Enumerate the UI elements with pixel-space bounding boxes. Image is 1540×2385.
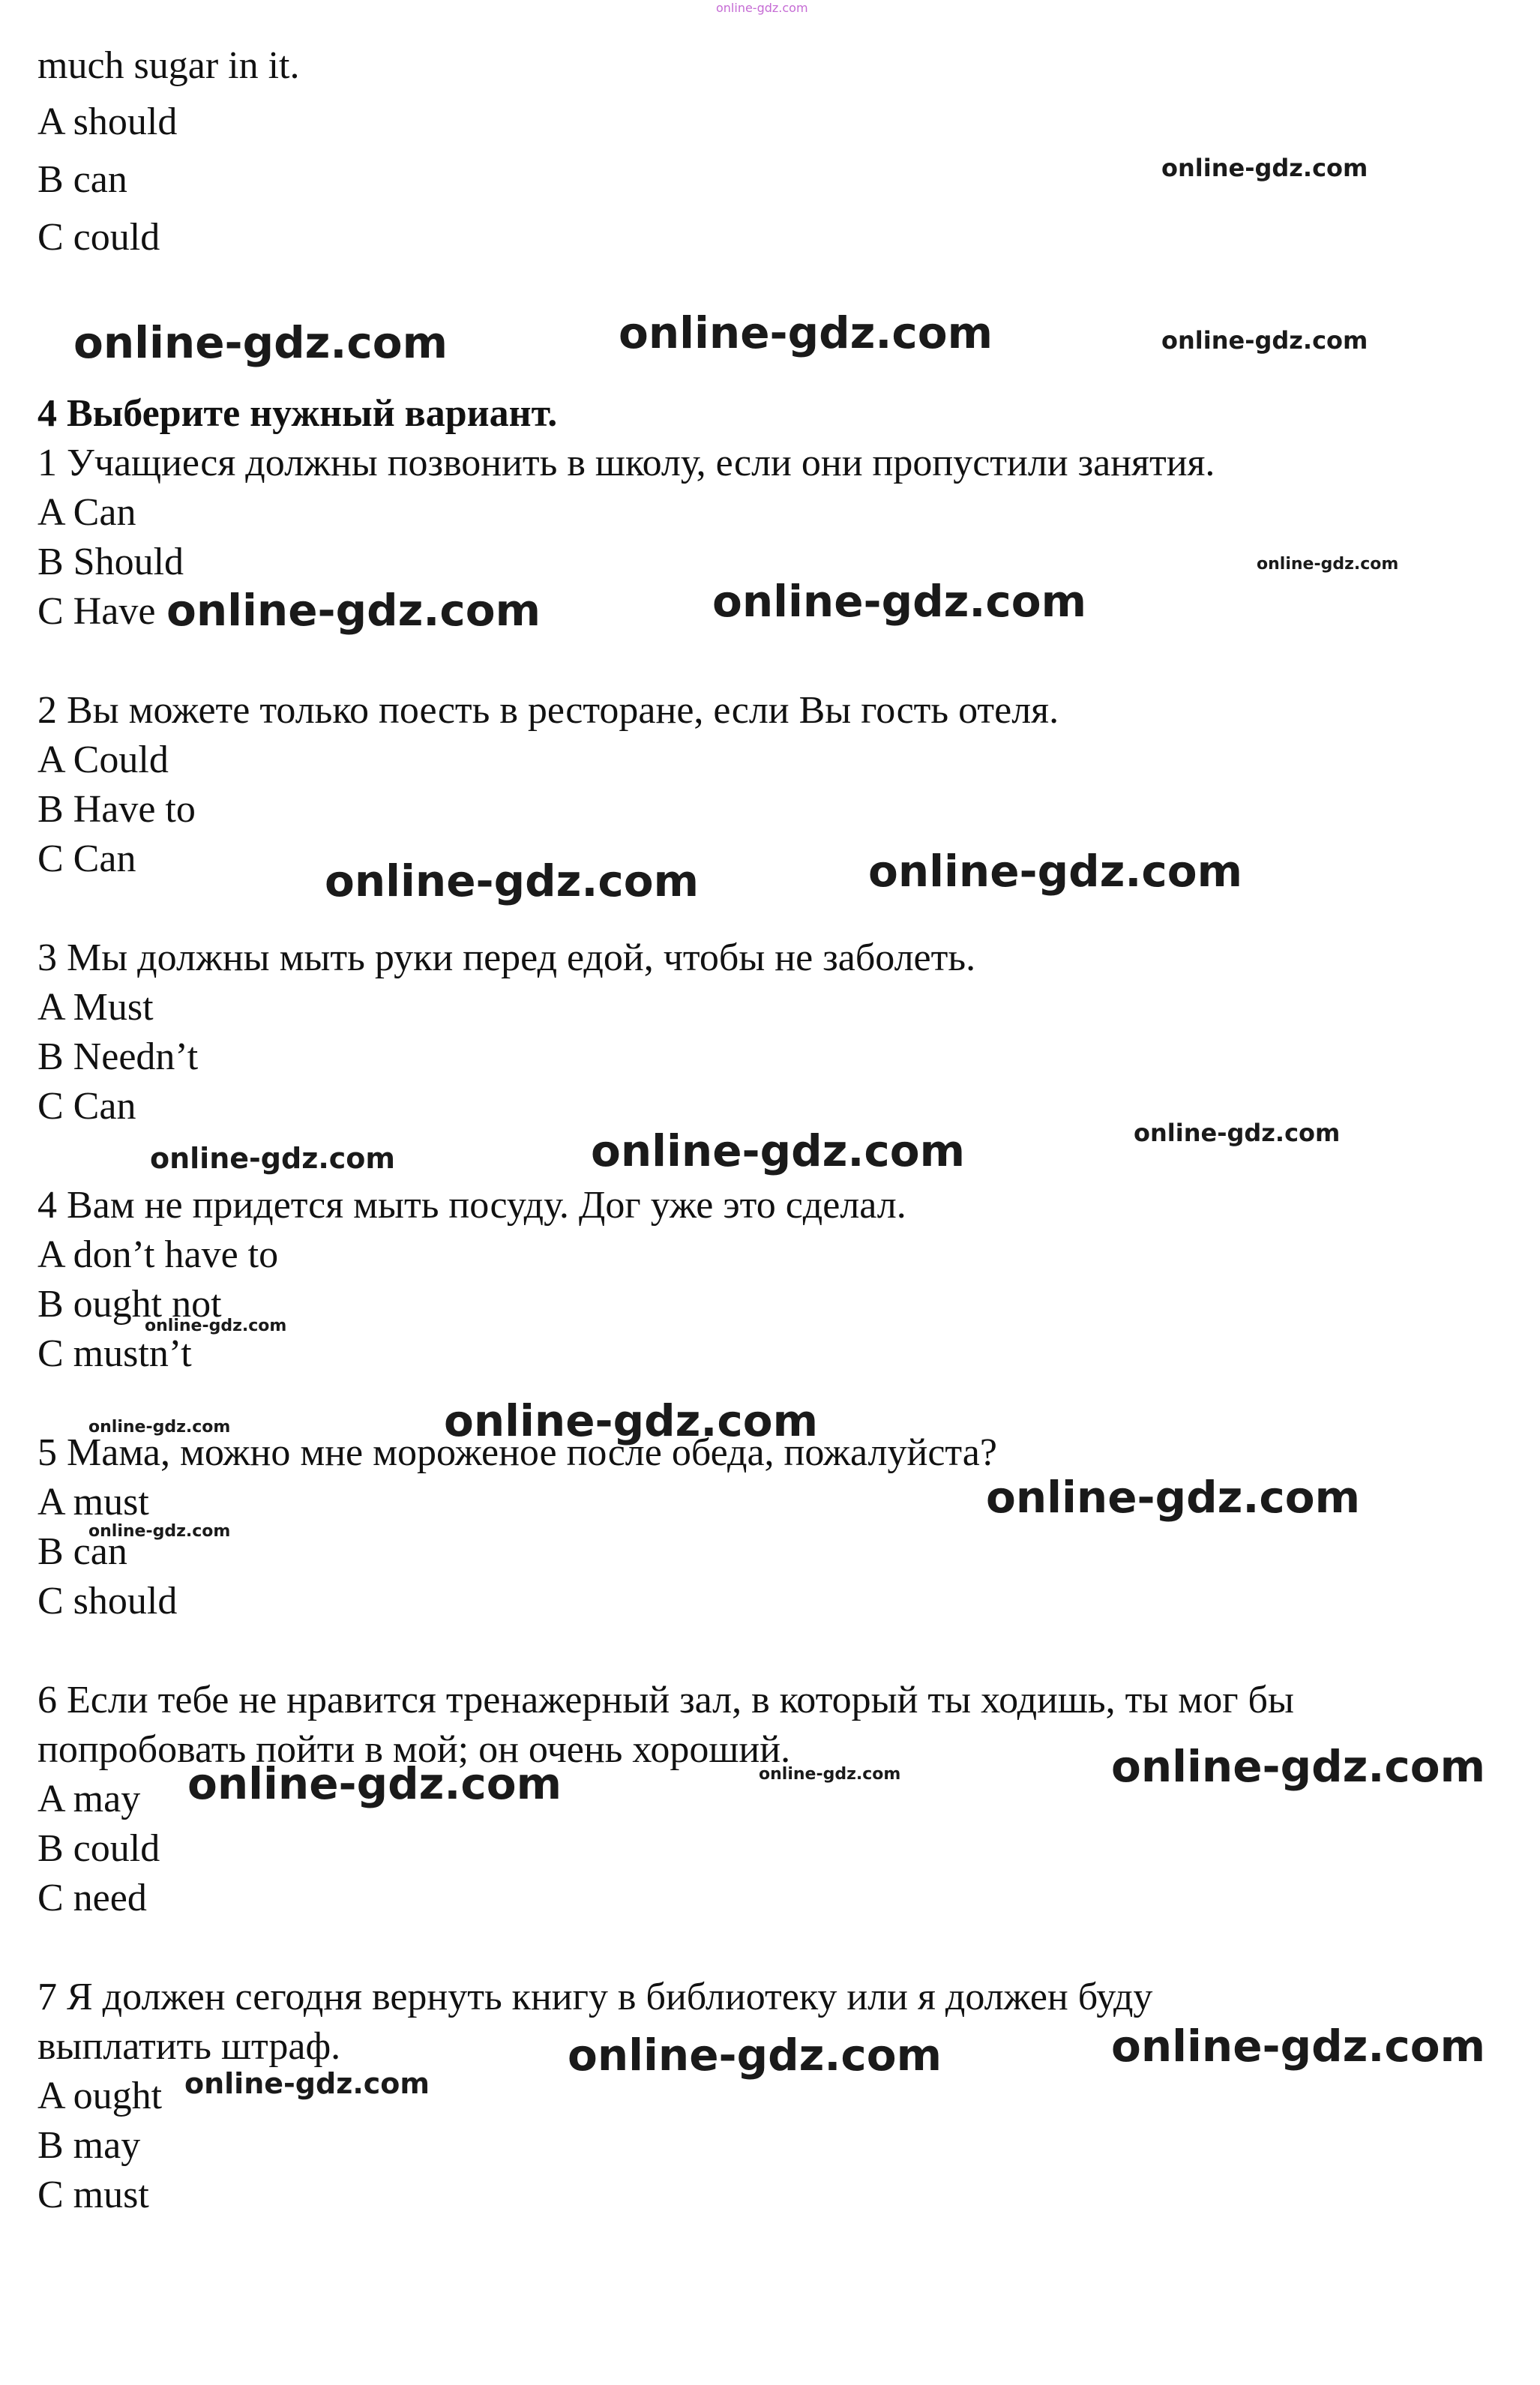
watermark: online-gdz.com [444, 1395, 819, 1446]
watermark: online-gdz.com [619, 307, 993, 358]
watermark: online-gdz.com [759, 1765, 901, 1784]
watermark-top: online-gdz.com [716, 1, 808, 15]
watermark: online-gdz.com [73, 317, 448, 368]
watermark: online-gdz.com [145, 1317, 287, 1335]
watermark: online-gdz.com [166, 585, 541, 636]
question-3-option-a: A Must [37, 986, 154, 1029]
watermark: online-gdz.com [1257, 555, 1399, 574]
question-1-option-a: A Can [37, 491, 136, 534]
question-1-option-b: B Should [37, 541, 184, 583]
question-7-option-b: B may [37, 2124, 141, 2167]
question-3-option-b: B Needn’t [37, 1035, 199, 1078]
watermark: online-gdz.com [986, 1472, 1361, 1523]
question-2-option-a: A Could [37, 739, 169, 781]
watermark: online-gdz.com [1111, 2021, 1486, 2072]
watermark: online-gdz.com [1161, 326, 1368, 355]
watermark: online-gdz.com [184, 2067, 430, 2100]
question-1-text: 1 Учащиеся должны позвонить в школу, если они пропустили занятия. [37, 442, 1215, 484]
question-2-option-c: C Can [37, 837, 136, 880]
question-6-text-line-2: попробовать пойти в мой; он очень хороший. [37, 1728, 791, 1771]
intro-option-b: B can [37, 158, 127, 201]
watermark: online-gdz.com [568, 2030, 942, 2081]
question-6-option-a: A may [37, 1778, 141, 1820]
question-5-option-c: C should [37, 1580, 178, 1622]
question-6-text-line-1: 6 Если тебе не нравится тренажерный зал, в который ты ходишь, ты мог бы [37, 1679, 1294, 1721]
watermark: online-gdz.com [712, 576, 1087, 627]
question-3-option-c: C Can [37, 1085, 136, 1128]
watermark: online-gdz.com [868, 846, 1243, 897]
watermark: online-gdz.com [325, 855, 700, 906]
question-5-option-a: A must [37, 1481, 149, 1524]
question-5-option-b: B can [37, 1530, 127, 1573]
question-6-option-c: C need [37, 1877, 147, 1919]
watermark: online-gdz.com [88, 1522, 231, 1541]
watermark: online-gdz.com [187, 1758, 562, 1809]
intro-sentence-tail: much sugar in it. [37, 44, 300, 87]
watermark: online-gdz.com [1134, 1119, 1341, 1147]
question-3-text: 3 Мы должны мыть руки перед едой, чтобы не заболеть. [37, 936, 976, 979]
question-7-option-c: C must [37, 2174, 149, 2216]
question-2-text: 2 Вы можете только поесть в ресторане, если Вы гость отеля. [37, 689, 1059, 732]
watermark: online-gdz.com [1161, 154, 1368, 182]
question-4-text: 4 Вам не придется мыть посуду. Дог уже это сделал. [37, 1184, 906, 1227]
watermark: online-gdz.com [88, 1418, 231, 1437]
question-1-option-c: C Have [37, 590, 156, 633]
question-5-text: 5 Мама, можно мне мороженое после обеда, пожалуйста? [37, 1431, 997, 1474]
task-heading: 4 Выберите нужный вариант. [37, 392, 558, 435]
question-7-text-line-2: выплатить штраф. [37, 2025, 341, 2068]
watermark: online-gdz.com [1111, 1741, 1486, 1792]
question-6-option-b: B could [37, 1827, 160, 1870]
watermark: online-gdz.com [150, 1142, 395, 1175]
question-4-option-a: A don’t have to [37, 1233, 279, 1276]
intro-option-a: A should [37, 100, 178, 143]
question-4-option-b: B ought not [37, 1283, 222, 1326]
question-7-option-a: A ought [37, 2075, 163, 2117]
watermark: online-gdz.com [591, 1125, 966, 1176]
question-4-option-c: C mustn’t [37, 1332, 192, 1375]
intro-option-c: C could [37, 216, 160, 259]
question-2-option-b: B Have to [37, 788, 196, 831]
question-7-text-line-1: 7 Я должен сегодня вернуть книгу в библиотеку или я должен буду [37, 1976, 1153, 2018]
